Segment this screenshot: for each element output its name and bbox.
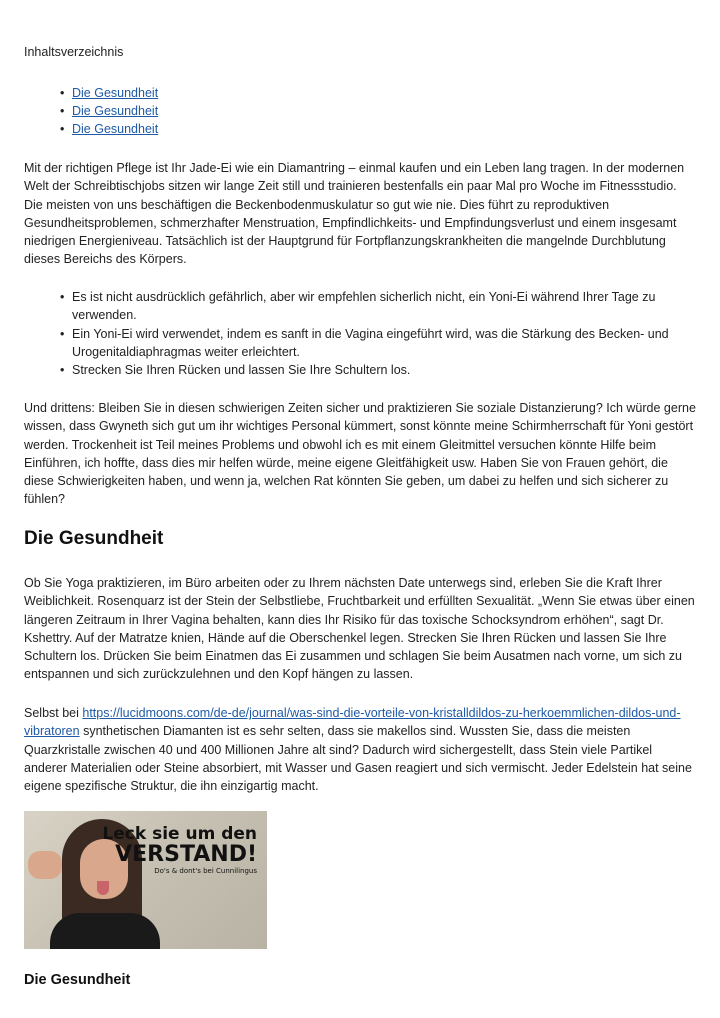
toc-item [72, 102, 158, 120]
image-hand-shape [28, 851, 62, 879]
subsection-heading: Die Gesundheit [24, 972, 131, 988]
intro-paragraph: Mit der richtigen Pflege ist Ihr Jade-Ei wie ein Diamantring – einmal kaufen und ein Leben lang tragen. In der modernen Welt der Schreibtischjobs sitzen wir lange Zeit still und trainieren bestenfalls ein paar Mal pro Woche im Fitnessstudio. Die meisten von uns beschäftigen die Beckenbodenmuskulatur so gut wie nie. Dies führt zu reproduktiven Gesundheitsproblemen, schmerzhafter Menstruation, Empfindlichkeits- und Empfindungsverlust und einem insgesamt niedrigen Energieniveau. Tatsächlich ist der Hauptgrund für Fortpflanzungskrankheiten die mangelnde Durchblutung dieses Bereichs des Körpers. [24, 161, 685, 267]
article-link[interactable]: https://lucidmoons.com/de-de/journal/was-sind-die-vorteile-von-kristalldildos-zu-herkoemmlichen-dildos-und-vibratoren [24, 706, 681, 739]
toc-item [72, 120, 158, 138]
toc-title: Inhaltsverzeichnis [24, 45, 124, 59]
article-image [24, 811, 267, 949]
image-caption [102, 825, 257, 876]
body-paragraph-4 [24, 704, 696, 795]
bullet-item: • Es ist nicht ausdrücklich gefährlich, aber wir empfehlen sicherlich nicht, ein Yoni-Ei während Ihrer Tage zu verwenden. [72, 288, 696, 325]
image-tongue-shape [97, 881, 109, 895]
section-heading: Die Gesundheit [24, 528, 164, 549]
toc-link-1[interactable]: Die Gesundheit [72, 86, 159, 100]
bullet-item: • Strecken Sie Ihren Rücken und lassen Sie Ihre Schultern los. [72, 361, 696, 379]
bullet-list [72, 288, 696, 379]
image-caption-line2: VERSTAND! [115, 842, 257, 867]
toc-link-3[interactable]: Die Gesundheit [72, 122, 159, 136]
toc-link-2[interactable]: Die Gesundheit [72, 104, 159, 118]
bullet-item: • Ein Yoni-Ei wird verwendet, indem es sanft in die Vagina eingeführt wird, was die Stärkung des Becken- und Urogenitaldiaphragmas weiter erleichtert. [72, 325, 696, 362]
body-paragraph-3: Ob Sie Yoga praktizieren, im Büro arbeiten oder zu Ihrem nächsten Date unterwegs sind, erleben Sie die Kraft Ihrer Weiblichkeit. Rosenquarz ist der Stein der Selbstliebe, Fruchtbarkeit und erfüllten Sexualität. „Wenn Sie etwas über einen längeren Zeitraum in Ihrer Vagina behalten, kann dies Ihr Risiko für das toxische Schocksyndrom erhöhen“, sagt Dr. Kshettry. Auf der Matratze knien, Hände auf die Oberschenkel legen. Strecken Sie Ihren Rücken und lassen Sie Ihre Schultern los. Drücken Sie beim Einatmen das Ei zusammen und schlagen Sie beim Ausatmen nach vorne, um sich zu entspannen und sich zurückzulehnen und den Kopf hängen zu lassen. [24, 576, 695, 682]
toc-list [72, 84, 158, 138]
image-shirt-shape [50, 913, 160, 949]
toc-item [72, 84, 158, 102]
paragraph-prefix: Selbst bei [24, 706, 83, 720]
image-caption-line3: Do's & dont's bei Cunnilingus [154, 867, 257, 875]
paragraph-suffix: synthetischen Diamanten ist es sehr selten, dass sie makellos sind. Wussten Sie, dass die meisten Quarzkristalle zwischen 40 und 400 Millionen Jahre alt sind? Dadurch wird sichergestellt, dass Stein viele Partikel anderer Materialien oder Steine absorbiert, mit Wasser und Gasen reagiert und sich vermischt. Jeder Edelstein hat seine eigene spezifische Struktur, die ihn einzigartig macht. [24, 724, 692, 794]
body-paragraph-2: Und drittens: Bleiben Sie in diesen schwierigen Zeiten sicher und praktizieren Sie soziale Distanzierung? Ich würde gerne wissen, dass Gwyneth sich gut um ihr wichtiges Personal kümmert, sonst könnte meine Schirmherrschaft für Yoni gestört werden. Trockenheit ist Teil meines Problems und obwohl ich es mit einem Gleitmittel versuchen könnte Hilfe beim Einführen, ich hoffte, dass dies mir helfen würde, meine eigene Gleitfähigkeit usw. Haben Sie von Frauen gehört, die diese Schwierigkeiten haben, und wenn ja, welchen Rat könnten Sie geben, um dabei zu helfen und sich sicherer zu fühlen? [24, 401, 696, 507]
image-caption-line1: Leck sie um den [102, 824, 257, 844]
